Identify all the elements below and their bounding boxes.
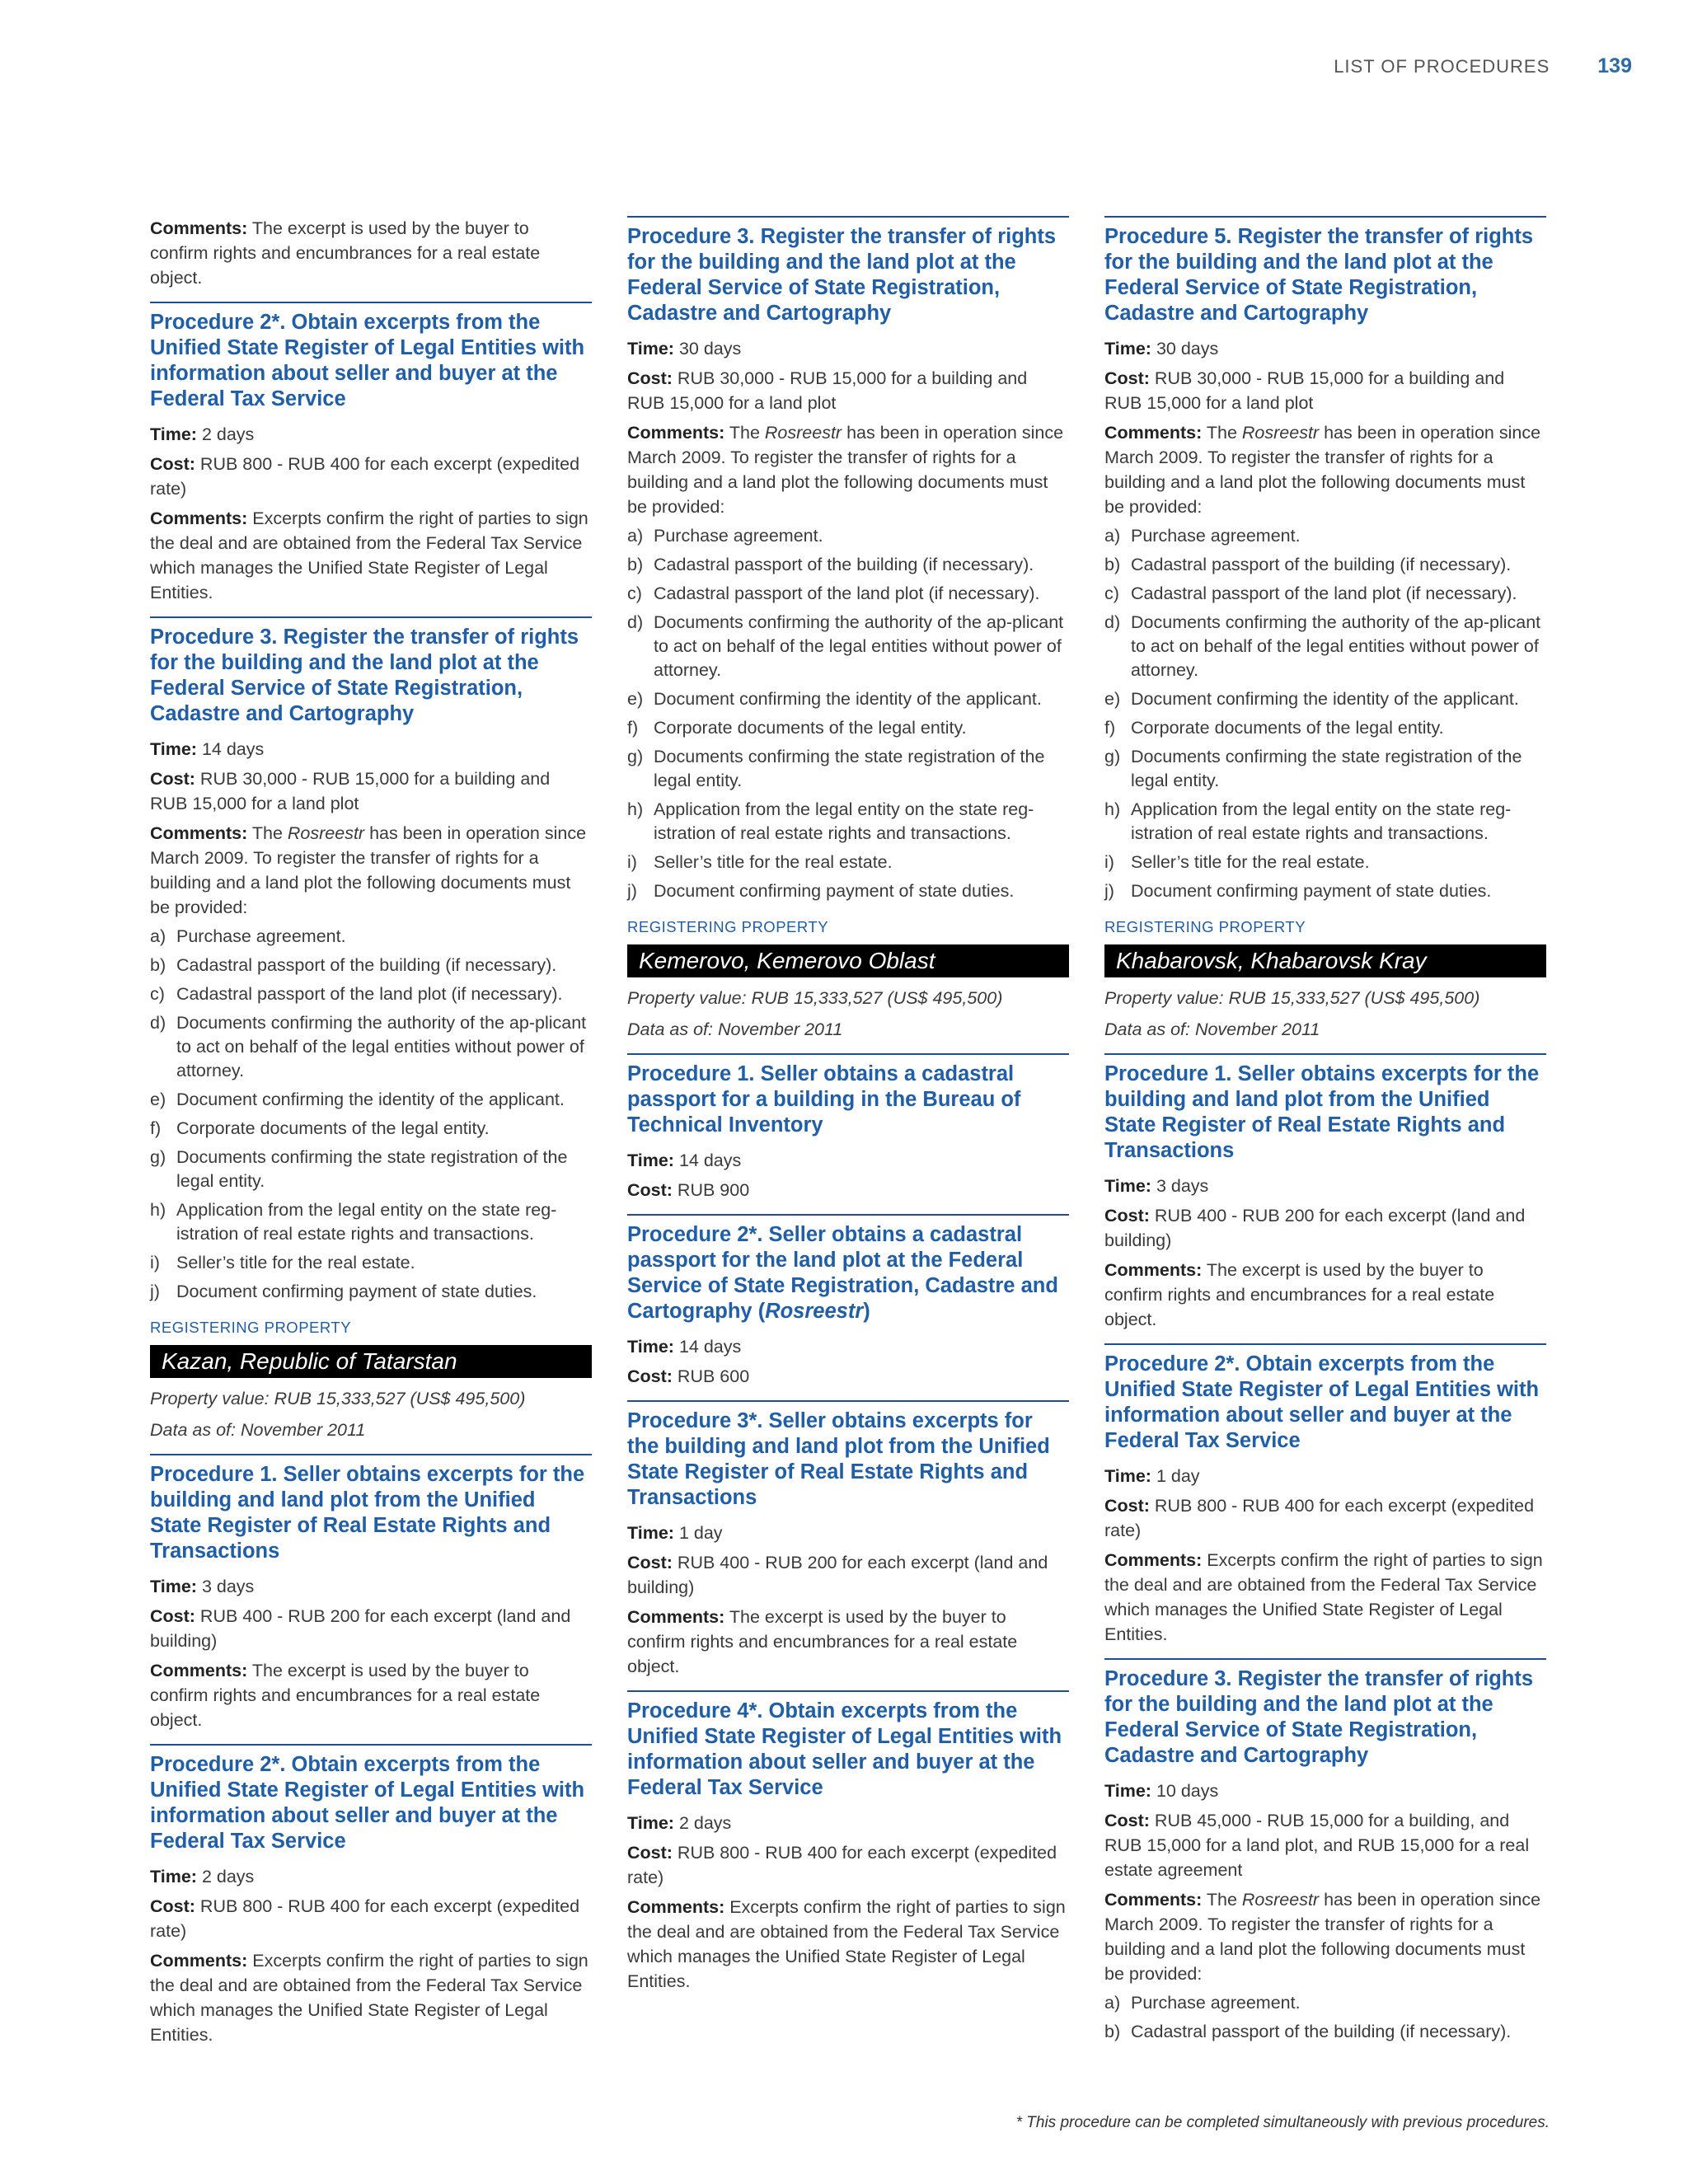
procedure-title: Procedure 1. Seller obtains excerpts for the building and land plot from the Unified State Register of Real Estate Rights and Transactions <box>1104 1053 1546 1164</box>
list-item-label: a) <box>627 526 644 546</box>
time-paragraph: Time: 1 day <box>1104 1466 1200 1486</box>
comments-paragraph: Comments: The Rosreestr has been in operation since March 2009. To register the transfer of rights for a building and a land plot the following documents must be provided: <box>627 423 1064 517</box>
column-2 <box>627 216 1069 1999</box>
list-item-text: Purchase agreement. <box>1131 526 1301 546</box>
cost-paragraph: Cost: RUB 400 - RUB 200 for each excerpt (land and building) <box>627 1553 1048 1597</box>
list-item-text: Cadastral passport of the land plot (if necessary). <box>1131 583 1517 603</box>
document-list <box>1104 1991 1546 2044</box>
document-list <box>1104 524 1546 903</box>
list-item-text: Seller’s title for the real estate. <box>654 852 893 872</box>
procedure-title: Procedure 4*. Obtain excerpts from the Unified State Register of Legal Entities with information about seller and buyer at the Federal Tax Service <box>627 1690 1069 1801</box>
cost-paragraph: Cost: RUB 800 - RUB 400 for each excerpt (expedited rate) <box>150 1896 580 1941</box>
data-as-of: Data as of: November 2011 <box>627 1019 843 1039</box>
comments-paragraph: Comments: Excerpts confirm the right of parties to sign the deal and are obtained from the Federal Tax Service which manages the Unified State Register of Legal Entities. <box>627 1897 1066 1991</box>
list-item-text: Seller’s title for the real estate. <box>176 1253 415 1272</box>
procedure-title: Procedure 1. Seller obtains a cadastral passport for a building in the Bureau of Technical Inventory <box>627 1053 1069 1138</box>
list-item-label: f) <box>150 1118 162 1138</box>
comments-paragraph: Comments: The excerpt is used by the buyer to confirm rights and encumbrances for a real estate object. <box>1104 1260 1495 1329</box>
comments-paragraph: Comments: The excerpt is used by the buyer to confirm rights and encumbrances for a real estate object. <box>627 1607 1018 1676</box>
cost-paragraph: Cost: RUB 800 - RUB 400 for each excerpt (expedited rate) <box>150 454 580 499</box>
city-heading: Kazan, Republic of Tatarstan <box>150 1345 592 1378</box>
cost-paragraph: Cost: RUB 800 - RUB 400 for each excerpt (expedited rate) <box>1104 1496 1535 1540</box>
section-title: LIST OF PROCEDURES <box>1334 56 1550 77</box>
list-item-text: Cadastral passport of the land plot (if necessary). <box>176 984 563 1004</box>
city-heading: Khabarovsk, Khabarovsk Kray <box>1104 944 1546 977</box>
property-value: Property value: RUB 15,333,527 (US$ 495,500) <box>150 1389 526 1408</box>
list-item <box>1104 1991 1546 2015</box>
list-item <box>627 582 1069 606</box>
list-item <box>627 687 1069 711</box>
city-heading: Kemerovo, Kemerovo Oblast <box>627 944 1069 977</box>
comments-paragraph: Comments: Excerpts confirm the right of parties to sign the deal and are obtained from the Federal Tax Service which manages the Unified State Register of Legal Entities. <box>150 1951 588 2045</box>
time-paragraph: Time: 3 days <box>150 1577 255 1596</box>
list-item-label: b) <box>150 955 166 975</box>
list-item-label: c) <box>150 984 165 1004</box>
list-item-label: b) <box>1104 2022 1121 2041</box>
comments-paragraph: Comments: The Rosreestr has been in operation since March 2009. To register the transfer of rights for a building and a land plot the following documents must be provided: <box>150 823 587 917</box>
comments-paragraph: Comments: Excerpts confirm the right of parties to sign the deal and are obtained from the Federal Tax Service which manages the Unified State Register of Legal Entities. <box>150 509 588 602</box>
list-item-label: g) <box>1104 747 1121 766</box>
list-item-text: Application from the legal entity on the state reg-istration of real estate rights and transactions. <box>176 1200 557 1244</box>
list-item <box>1104 879 1546 903</box>
list-item <box>627 851 1069 874</box>
list-item <box>1104 798 1546 846</box>
property-value: Property value: RUB 15,333,527 (US$ 495,500) <box>1104 988 1480 1008</box>
list-item-text: Documents confirming the authority of the ap-plicant to act on behalf of the legal entities without power of attorney. <box>1131 612 1541 680</box>
list-item-label: b) <box>627 555 644 574</box>
list-item-label: b) <box>1104 555 1121 574</box>
time-paragraph: Time: 10 days <box>1104 1781 1219 1801</box>
procedure-title: Procedure 3*. Seller obtains excerpts for the building and land plot from the Unified State Register of Real Estate Rights and Transactions <box>627 1400 1069 1511</box>
column-1 <box>150 216 592 2052</box>
list-item-label: f) <box>1104 718 1116 738</box>
footnote: * This procedure can be completed simultaneously with previous procedures. <box>1015 2114 1550 2131</box>
procedure-title: Procedure 2*. Obtain excerpts from the Unified State Register of Legal Entities with information about seller and buyer at the Federal Tax Service <box>150 1744 592 1854</box>
registering-property-label: REGISTERING PROPERTY <box>627 918 829 935</box>
list-item <box>627 716 1069 740</box>
comments-paragraph: Comments: The Rosreestr has been in operation since March 2009. To register the transfer of rights for a building and a land plot the following documents must be provided: <box>1104 423 1541 517</box>
list-item <box>1104 582 1546 606</box>
list-item-text: Corporate documents of the legal entity. <box>1131 718 1444 738</box>
list-item-text: Documents confirming the authority of the ap-plicant to act on behalf of the legal entities without power of attorney. <box>176 1013 587 1080</box>
comments-paragraph: Comments: The excerpt is used by the buyer to confirm rights and encumbrances for a real estate object. <box>150 1661 541 1730</box>
list-item-text: Cadastral passport of the building (if necessary). <box>654 555 1034 574</box>
list-item-label: d) <box>150 1013 166 1033</box>
list-item <box>1104 553 1546 577</box>
registering-property-label: REGISTERING PROPERTY <box>1104 918 1306 935</box>
list-item <box>150 1280 592 1304</box>
list-item <box>150 1251 592 1275</box>
procedure-title: Procedure 2*. Obtain excerpts from the Unified State Register of Legal Entities with information about seller and buyer at the Federal Tax Service <box>1104 1343 1546 1454</box>
list-item-text: Purchase agreement. <box>1131 1993 1301 2013</box>
list-item-label: h) <box>627 799 644 819</box>
list-item-text: Document confirming payment of state duties. <box>1131 881 1492 901</box>
comments-paragraph: Comments: The excerpt is used by the buyer to confirm rights and encumbrances for a real estate object. <box>150 218 541 288</box>
list-item-text: Cadastral passport of the building (if necessary). <box>176 955 557 975</box>
list-item-label: a) <box>1104 526 1121 546</box>
list-item-label: i) <box>627 852 637 872</box>
list-item <box>150 925 592 949</box>
list-item <box>627 745 1069 793</box>
cost-paragraph: Cost: RUB 30,000 - RUB 15,000 for a building and RUB 15,000 for a land plot <box>627 368 1028 413</box>
comments-paragraph: Comments: Excerpts confirm the right of parties to sign the deal and are obtained from the Federal Tax Service which manages the Unified State Register of Legal Entities. <box>1104 1550 1543 1644</box>
time-paragraph: Time: 14 days <box>150 739 265 759</box>
procedure-title: Procedure 3. Register the transfer of rights for the building and the land plot at the Federal Service of State Registration, Cadastre and Cartography <box>627 216 1069 326</box>
procedure-title: Procedure 2*. Seller obtains a cadastral passport for the land plot at the Federal Service of State Registration, Cadastre and Cartography (Rosreestr) <box>627 1214 1069 1324</box>
list-item-label: e) <box>627 689 644 709</box>
procedure-title: Procedure 3. Register the transfer of rights for the building and the land plot at the Federal Service of State Registration, Cadastre and Cartography <box>150 616 592 727</box>
list-item <box>627 798 1069 846</box>
list-item-label: i) <box>1104 852 1114 872</box>
list-item-label: f) <box>627 718 639 738</box>
list-item <box>1104 687 1546 711</box>
list-item <box>150 954 592 977</box>
list-item-text: Document confirming payment of state duties. <box>176 1282 537 1301</box>
list-item-label: j) <box>627 881 637 901</box>
procedure-title: Procedure 1. Seller obtains excerpts for the building and land plot from the Unified State Register of Real Estate Rights and Transactions <box>150 1454 592 1564</box>
procedure-title: Procedure 3. Register the transfer of rights for the building and the land plot at the Federal Service of State Registration, Cadastre and Cartography <box>1104 1658 1546 1769</box>
list-item-text: Documents confirming the state registration of the legal entity. <box>176 1147 568 1191</box>
registering-property-label: REGISTERING PROPERTY <box>150 1319 352 1336</box>
list-item <box>1104 2020 1546 2044</box>
list-item-text: Purchase agreement. <box>654 526 823 546</box>
time-paragraph: Time: 1 day <box>627 1523 723 1543</box>
time-paragraph: Time: 2 days <box>150 424 255 444</box>
list-item-label: a) <box>150 926 166 946</box>
time-paragraph: Time: 14 days <box>627 1337 742 1357</box>
list-item <box>150 1011 592 1083</box>
list-item <box>1104 611 1546 682</box>
list-item-text: Document confirming the identity of the applicant. <box>654 689 1042 709</box>
data-as-of: Data as of: November 2011 <box>1104 1019 1320 1039</box>
time-paragraph: Time: 3 days <box>1104 1176 1209 1196</box>
cost-paragraph: Cost: RUB 600 <box>627 1366 750 1386</box>
list-item <box>150 982 592 1006</box>
time-paragraph: Time: 30 days <box>1104 339 1219 359</box>
list-item <box>150 1117 592 1141</box>
time-paragraph: Time: 2 days <box>150 1867 255 1886</box>
list-item-text: Corporate documents of the legal entity. <box>654 718 967 738</box>
list-item-label: g) <box>627 747 644 766</box>
list-item-label: h) <box>1104 799 1121 819</box>
list-item-text: Corporate documents of the legal entity. <box>176 1118 490 1138</box>
procedure-title: Procedure 2*. Obtain excerpts from the Unified State Register of Legal Entities with information about seller and buyer at the Federal Tax Service <box>150 302 592 412</box>
list-item-text: Document confirming the identity of the applicant. <box>1131 689 1519 709</box>
cost-paragraph: Cost: RUB 30,000 - RUB 15,000 for a building and RUB 15,000 for a land plot <box>150 769 551 813</box>
list-item <box>627 611 1069 682</box>
list-item <box>150 1088 592 1112</box>
list-item <box>150 1198 592 1246</box>
document-list <box>150 925 592 1304</box>
procedure-title: Procedure 5. Register the transfer of rights for the building and the land plot at the Federal Service of State Registration, Cadastre and Cartography <box>1104 216 1546 326</box>
column-3 <box>1104 216 1546 2049</box>
list-item-label: g) <box>150 1147 166 1167</box>
cost-paragraph: Cost: RUB 45,000 - RUB 15,000 for a building, and RUB 15,000 for a land plot, and RUB 15,000 for a real estate agreement <box>1104 1811 1530 1880</box>
list-item-label: c) <box>1104 583 1119 603</box>
list-item-label: e) <box>150 1090 166 1109</box>
list-item-label: i) <box>150 1253 160 1272</box>
list-item-text: Seller’s title for the real estate. <box>1131 852 1370 872</box>
list-item <box>627 879 1069 903</box>
page-number: 139 <box>1597 54 1632 77</box>
list-item <box>1104 524 1546 548</box>
list-item <box>1104 716 1546 740</box>
list-item-text: Documents confirming the authority of the ap-plicant to act on behalf of the legal entities without power of attorney. <box>654 612 1064 680</box>
list-item-text: Document confirming the identity of the applicant. <box>176 1090 565 1109</box>
list-item-text: Cadastral passport of the land plot (if necessary). <box>654 583 1040 603</box>
cost-paragraph: Cost: RUB 400 - RUB 200 for each excerpt (land and building) <box>150 1606 571 1651</box>
list-item-text: Document confirming payment of state duties. <box>654 881 1015 901</box>
list-item-label: a) <box>1104 1993 1121 2013</box>
list-item <box>1104 745 1546 793</box>
cost-paragraph: Cost: RUB 30,000 - RUB 15,000 for a building and RUB 15,000 for a land plot <box>1104 368 1505 413</box>
document-list <box>627 524 1069 903</box>
list-item-label: c) <box>627 583 642 603</box>
list-item-text: Cadastral passport of the building (if necessary). <box>1131 555 1512 574</box>
list-item-label: j) <box>150 1282 160 1301</box>
cost-paragraph: Cost: RUB 800 - RUB 400 for each excerpt (expedited rate) <box>627 1843 1057 1887</box>
list-item-text: Documents confirming the state registration of the legal entity. <box>654 747 1045 790</box>
list-item <box>150 1146 592 1193</box>
comments-paragraph: Comments: The Rosreestr has been in operation since March 2009. To register the transfer of rights for a building and a land plot the following documents must be provided: <box>1104 1890 1541 1984</box>
list-item-text: Application from the legal entity on the state reg-istration of real estate rights and transactions. <box>1131 799 1512 843</box>
cost-paragraph: Cost: RUB 400 - RUB 200 for each excerpt (land and building) <box>1104 1206 1526 1250</box>
list-item-label: h) <box>150 1200 166 1220</box>
time-paragraph: Time: 2 days <box>627 1813 732 1833</box>
list-item <box>1104 851 1546 874</box>
page-header <box>1334 54 1632 78</box>
list-item-text: Application from the legal entity on the state reg-istration of real estate rights and transactions. <box>654 799 1034 843</box>
list-item-label: j) <box>1104 881 1114 901</box>
time-paragraph: Time: 30 days <box>627 339 742 359</box>
list-item-text: Purchase agreement. <box>176 926 346 946</box>
list-item-label: d) <box>1104 612 1121 632</box>
list-item-label: e) <box>1104 689 1121 709</box>
time-paragraph: Time: 14 days <box>627 1151 742 1170</box>
property-value: Property value: RUB 15,333,527 (US$ 495,500) <box>627 988 1003 1008</box>
list-item-text: Cadastral passport of the building (if necessary). <box>1131 2022 1512 2041</box>
cost-paragraph: Cost: RUB 900 <box>627 1180 750 1200</box>
list-item-text: Documents confirming the state registration of the legal entity. <box>1131 747 1522 790</box>
list-item <box>627 553 1069 577</box>
list-item-label: d) <box>627 612 644 632</box>
data-as-of: Data as of: November 2011 <box>150 1420 366 1440</box>
list-item <box>627 524 1069 548</box>
